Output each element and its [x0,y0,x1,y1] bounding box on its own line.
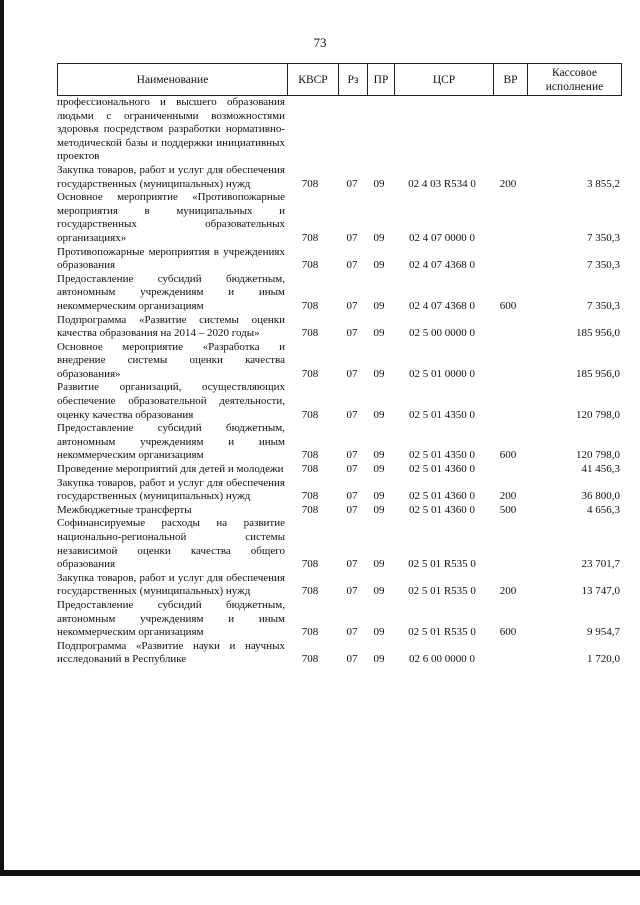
row-pr: 09 [373,626,385,639]
table-row [57,273,622,314]
row-rz: 07 [346,463,358,476]
row-rz: 07 [346,367,358,380]
row-rz: 07 [346,327,358,340]
row-kvsr: 708 [301,558,319,571]
header-csr: ЦСР [394,64,493,95]
row-amount: 120 798,0 [576,449,620,462]
table-row [57,191,622,245]
row-name: Подпрограмма «Развитие системы оценки качества образования на 2014 – 2020 годы» [57,313,285,340]
row-csr: 02 5 01 R535 0 [408,558,476,571]
row-csr: 02 5 01 4350 0 [409,449,475,462]
table-row [57,314,622,341]
table-row [57,422,622,463]
row-kvsr: 708 [301,585,319,598]
row-amount: 1 720,0 [587,653,620,666]
row-csr: 02 5 01 4360 0 [409,490,475,503]
row-csr: 02 5 00 0000 0 [409,327,475,340]
row-csr: 02 5 01 R535 0 [408,626,476,639]
table-row [57,640,622,667]
header-kassa-line1: Кассовое [552,66,597,79]
row-name: Межбюджетные трансферты [57,503,192,516]
table-row [57,517,622,571]
row-name: Подпрограмма «Развитие науки и научных исследований в Республике [57,639,285,666]
row-vr: 600 [499,626,517,639]
row-vr: 500 [499,503,517,516]
table-row [57,341,622,382]
row-kvsr: 708 [301,327,319,340]
table-row [57,572,622,599]
row-amount: 9 954,7 [587,626,620,639]
row-rz: 07 [346,177,358,190]
table-header [57,63,622,96]
row-amount: 3 855,2 [587,177,620,190]
row-name: профессионального и высшего образования людьми с ограниченными возможностями здоровья посредством разработки нормативно-методической базы и поддержки инициативных проектов [57,96,285,163]
row-rz: 07 [346,558,358,571]
row-amount: 4 656,3 [587,503,620,516]
row-pr: 09 [373,177,385,190]
table-row [57,463,622,477]
row-kvsr: 708 [301,503,319,516]
row-rz: 07 [346,408,358,421]
row-csr: 02 6 00 0000 0 [409,653,475,666]
row-amount: 7 350,3 [587,231,620,244]
table-row [57,381,622,422]
row-amount: 7 350,3 [587,299,620,312]
row-name: Основное мероприятие «Противопожарные мероприятия в муниципальных и государственных образовательных организациях» [57,191,285,244]
row-amount: 7 350,3 [587,259,620,272]
row-name: Противопожарные мероприятия в учреждениях образования [57,245,285,272]
row-amount: 185 956,0 [576,367,620,380]
row-pr: 09 [373,503,385,516]
row-pr: 09 [373,408,385,421]
row-amount: 185 956,0 [576,327,620,340]
row-kvsr: 708 [301,259,319,272]
header-kassa [527,64,621,95]
row-rz: 07 [346,299,358,312]
page-number: 73 [313,35,327,50]
row-kvsr: 708 [301,490,319,503]
row-amount: 23 701,7 [581,558,620,571]
table-row [57,164,622,191]
row-amount: 41 456,3 [581,463,620,476]
row-csr: 02 4 03 R534 0 [408,177,476,190]
row-name: Проведение мероприятий для детей и молодежи [57,463,284,476]
row-kvsr: 708 [301,231,319,244]
row-kvsr: 708 [301,626,319,639]
row-csr: 02 5 01 4360 0 [409,463,475,476]
row-name: Основное мероприятие «Разработка и внедрение системы оценки качества образования» [57,340,285,380]
table-row [57,477,622,504]
row-vr: 200 [499,490,517,503]
table-row [57,246,622,273]
table-row [57,96,622,164]
row-pr: 09 [373,299,385,312]
row-rz: 07 [346,490,358,503]
row-kvsr: 708 [301,463,319,476]
row-name: Софинансируемые расходы на развитие национально-региональной системы независимой оценки качества общего образования [57,517,285,571]
row-amount: 36 800,0 [581,490,620,503]
row-pr: 09 [373,327,385,340]
header-kassa-line2: исполнение [545,80,604,93]
row-amount: 120 798,0 [576,408,620,421]
row-kvsr: 708 [301,408,319,421]
row-kvsr: 708 [301,653,319,666]
row-kvsr: 708 [301,177,319,190]
row-name: Предоставление субсидий бюджетным, автономным учреждениям и иным некоммерческим организациям [57,598,285,639]
row-vr: 600 [499,299,517,312]
row-name: Развитие организаций, осуществляющих обеспечение образовательной деятельности, оценку качества образования [57,381,285,421]
row-pr: 09 [373,463,385,476]
header-name: Наименование [136,73,209,86]
row-name: Закупка товаров, работ и услуг для обеспечения государственных (муниципальных) нужд [57,571,285,598]
row-pr: 09 [373,367,385,380]
row-csr: 02 4 07 0000 0 [409,231,475,244]
header-kvsr: КВСР [287,64,338,95]
scan-left-edge [0,0,4,876]
row-pr: 09 [373,490,385,503]
row-csr: 02 5 01 4360 0 [409,503,475,516]
row-rz: 07 [346,653,358,666]
row-pr: 09 [373,558,385,571]
row-rz: 07 [346,259,358,272]
row-name: Закупка товаров, работ и услуг для обеспечения государственных (муниципальных) нужд [57,476,285,503]
row-rz: 07 [346,449,358,462]
scan-bottom-edge [0,870,640,876]
row-rz: 07 [346,503,358,516]
row-name: Предоставление субсидий бюджетным, автономным учреждениям и иным некоммерческим организациям [57,422,285,462]
row-vr: 200 [499,585,517,598]
row-name: Закупка товаров, работ и услуг для обеспечения государственных (муниципальных) нужд [57,163,285,190]
row-csr: 02 5 01 4350 0 [409,408,475,421]
table-row [57,599,622,640]
row-rz: 07 [346,231,358,244]
row-pr: 09 [373,231,385,244]
row-kvsr: 708 [301,299,319,312]
row-pr: 09 [373,449,385,462]
row-csr: 02 5 01 0000 0 [409,367,475,380]
row-name: Предоставление субсидий бюджетным, автономным учреждениям и иным некоммерческим организациям [57,272,285,312]
row-pr: 09 [373,585,385,598]
table-row [57,504,622,518]
table-body [57,96,622,667]
row-amount: 13 747,0 [581,585,620,598]
row-kvsr: 708 [301,367,319,380]
row-csr: 02 5 01 R535 0 [408,585,476,598]
row-pr: 09 [373,653,385,666]
row-rz: 07 [346,626,358,639]
row-csr: 02 4 07 4368 0 [409,299,475,312]
header-rz: Рз [338,64,367,95]
row-rz: 07 [346,585,358,598]
row-vr: 200 [499,177,517,190]
row-pr: 09 [373,259,385,272]
row-kvsr: 708 [301,449,319,462]
row-csr: 02 4 07 4368 0 [409,259,475,272]
row-vr: 600 [499,449,517,462]
header-pr: ПР [367,64,394,95]
header-vr: ВР [493,64,527,95]
